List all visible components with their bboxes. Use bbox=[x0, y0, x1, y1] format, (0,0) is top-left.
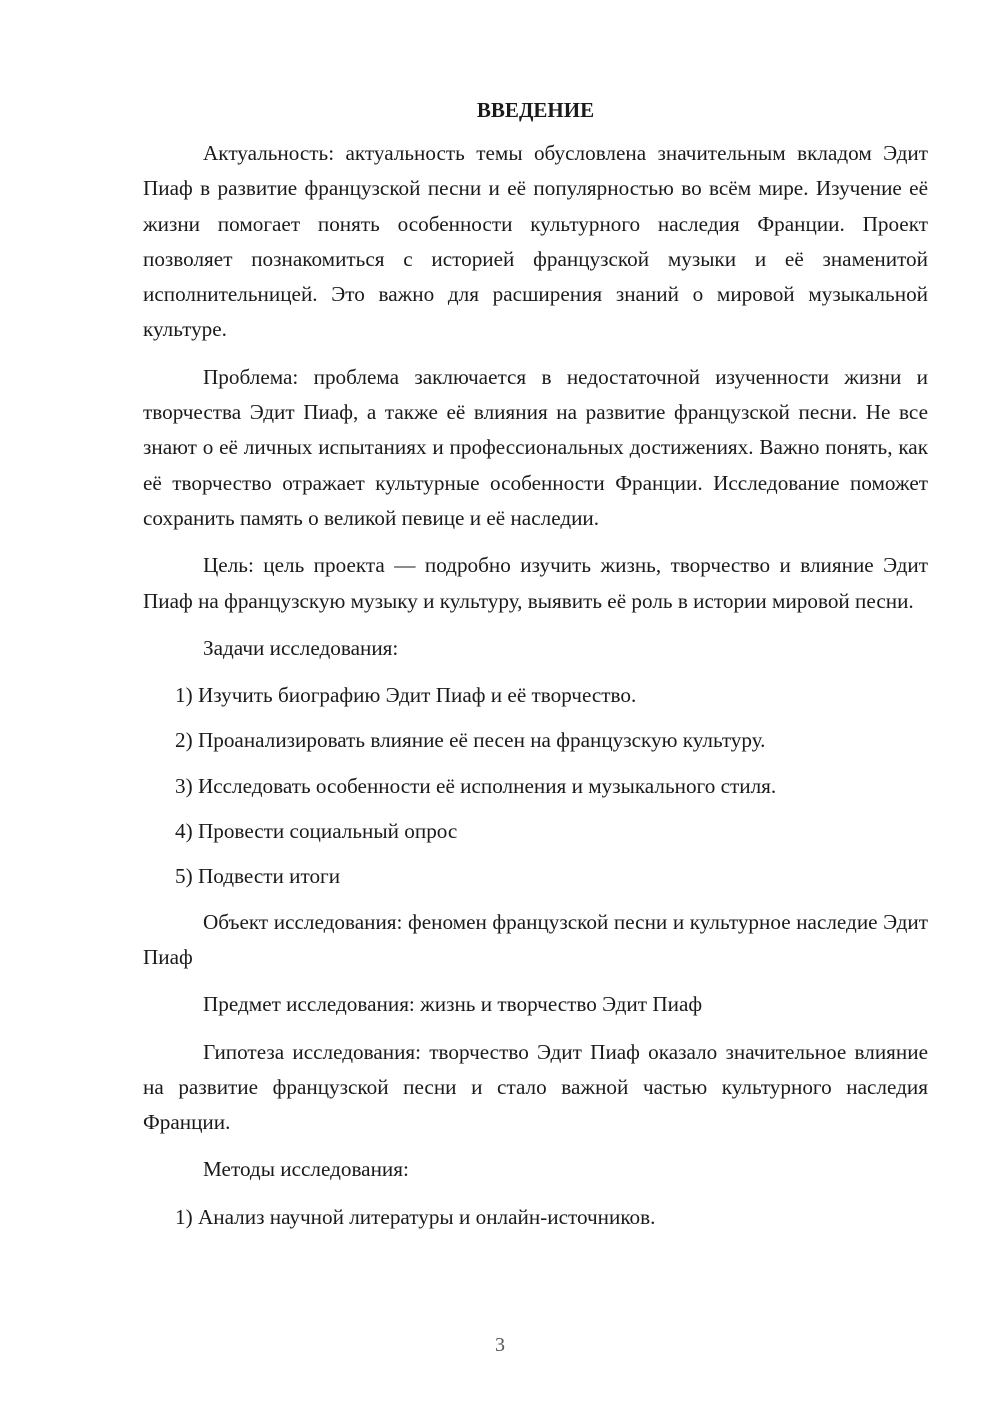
paragraph-relevance: Актуальность: актуальность темы обусловлена значительным вкладом Эдит Пиаф в развитие французской песни и её популярностью во всём мире. Изучение её жизни помогает понять особенности культурного наследия Франции. Проект позволяет познакомиться с историей французской музыки и её знаменитой исполнительницей. Это важно для расширения знаний о мировой музыкальной культуре. bbox=[143, 141, 928, 342]
paragraph-goal: Цель: цель проекта — подробно изучить жизнь, творчество и влияние Эдит Пиаф на французскую музыку и культуру, выявить её роль в истории мировой песни. bbox=[143, 553, 928, 613]
task-item: 1) Изучить биографию Эдит Пиаф и её творчество. bbox=[175, 683, 637, 708]
task-item: 4) Провести социальный опрос bbox=[175, 819, 458, 844]
method-item: 1) Анализ научной литературы и онлайн-источников. bbox=[175, 1204, 656, 1229]
paragraph-hypothesis: Гипотеза исследования: творчество Эдит Пиаф оказало значительное влияние на развитие французской песни и стало важной частью культурного наследия Франции. bbox=[143, 1039, 928, 1135]
document-page bbox=[143, 93, 928, 1245]
tasks-heading: Задачи исследования: bbox=[203, 635, 399, 660]
paragraph-subject: Предмет исследования: жизнь и творчество Эдит Пиаф bbox=[203, 992, 703, 1017]
task-item: 2) Проанализировать влияние её песен на французскую культуру. bbox=[175, 728, 766, 753]
page-title: ВВЕДЕНИЕ bbox=[476, 98, 595, 122]
paragraph-object: Объект исследования: феномен французской песни и культурное наследие Эдит Пиаф bbox=[143, 909, 928, 969]
task-item: 5) Подвести итоги bbox=[175, 864, 341, 889]
methods-heading: Методы исследования: bbox=[203, 1157, 409, 1182]
paragraph-problem: Проблема: проблема заключается в недостаточной изученности жизни и творчества Эдит Пиаф, а также её влияния на развитие французской песни. Не все знают о её личных испытаниях и профессиональных достижениях. Важно понять, как её творчество отражает культурные особенности Франции. Исследование поможет сохранить память о великой певице и её наследии. bbox=[143, 364, 928, 530]
task-item: 3) Исследовать особенности её исполнения и музыкального стиля. bbox=[175, 773, 777, 798]
page-number: 3 bbox=[495, 1334, 505, 1356]
